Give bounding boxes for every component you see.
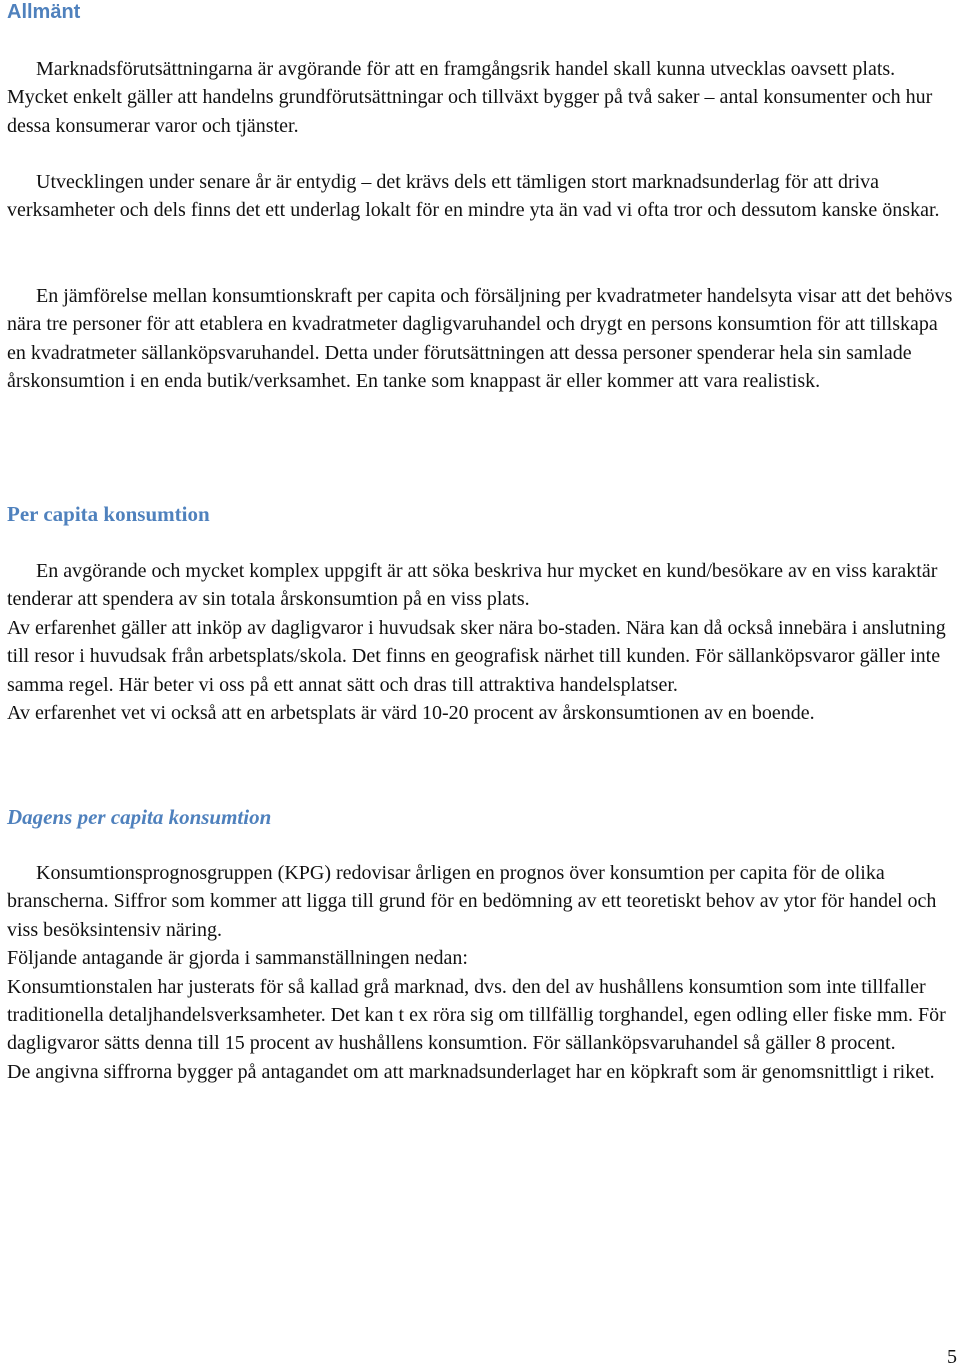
allmant-body (7, 55, 957, 140)
heading-dagens: Dagens per capita konsumtion (7, 805, 272, 829)
dagens-body (7, 859, 957, 1086)
heading-per-capita: Per capita konsumtion (7, 502, 210, 526)
allmant-body-2 (7, 168, 957, 225)
paragraph: Marknadsförutsättningarna är avgörande för att en framgångsrik handel skall kunna utvecklas oavsett plats. Mycket enkelt gäller att handelns grundförutsättningar och tillväxt bygger på två saker – antal konsumenter och hur dessa konsumerar varor och tjänster. (7, 58, 933, 137)
paragraph: Konsumtionstalen har justerats för så kallad grå marknad, dvs. den del av hushållens konsumtion som inte tillfaller traditionella detaljhandelsverksamheter. Det kan t ex röra sig om tillfällig torghandel, egen odling eller fiske mm. För dagligvaror sätts denna till 15 procent av hushållens konsumtion. För sällanköpsvaruhandel så gäller 8 procent. (7, 975, 946, 1055)
page-number: 5 (947, 1346, 957, 1368)
paragraph: En avgörande och mycket komplex uppgift är att söka beskriva hur mycket en kund/besökare av en viss karaktär tenderar att spendera av sin totala årskonsumtion på en viss plats. (7, 560, 938, 611)
per-capita-body (7, 557, 957, 727)
paragraph: Konsumtionsprognosgruppen (KPG) redovisar årligen en prognos över konsumtion per capita för de olika branscherna. Siffror som kommer att ligga till grund för en bedömning av ett teoretiskt behov av ytor för handel och viss besöksintensiv näring. (7, 862, 937, 941)
heading-allmant: Allmänt (7, 1, 81, 23)
paragraph: Av erfarenhet gäller att inköp av dagligvaror i huvudsak sker nära bo-staden. Nära kan då också innebära i anslutning till resor i huvudsak från arbetsplats/skola. Det finns en geografisk närhet till kunden. För sällanköpsvaror gäller inte samma regel. Här beter vi oss på ett annat sätt och dras till attraktiva handelsplatser. (7, 616, 946, 696)
allmant-body-3 (7, 282, 957, 396)
paragraph: De angivna siffrorna bygger på antagandet om att marknadsunderlaget har en köpkraft som är genomsnittligt i riket. (7, 1060, 935, 1083)
paragraph: Utvecklingen under senare år är entydig – det krävs dels ett tämligen stort marknadsunderlag för att driva verksamheter och dels finns det ett underlag lokalt för en mindre yta än vad vi ofta tror och dessutom kanske önskar. (7, 171, 940, 222)
paragraph: En jämförelse mellan konsumtionskraft per capita och försäljning per kvadratmeter handelsyta visar att det behövs nära tre personer för att etablera en kvadratmeter dagligvaruhandel och drygt en persons konsumtion för att tillskapa en kvadratmeter sällanköpsvaruhandel. Detta under förutsättningen att dessa personer spenderar hela sin samlade årskonsumtion i en enda butik/verksamhet. En tanke som knappast är eller kommer att vara realistisk. (7, 285, 953, 393)
paragraph: Av erfarenhet vet vi också att en arbetsplats är värd 10-20 procent av årskonsumtionen av en boende. (7, 702, 815, 725)
paragraph: Följande antagande är gjorda i sammanställningen nedan: (7, 947, 468, 970)
